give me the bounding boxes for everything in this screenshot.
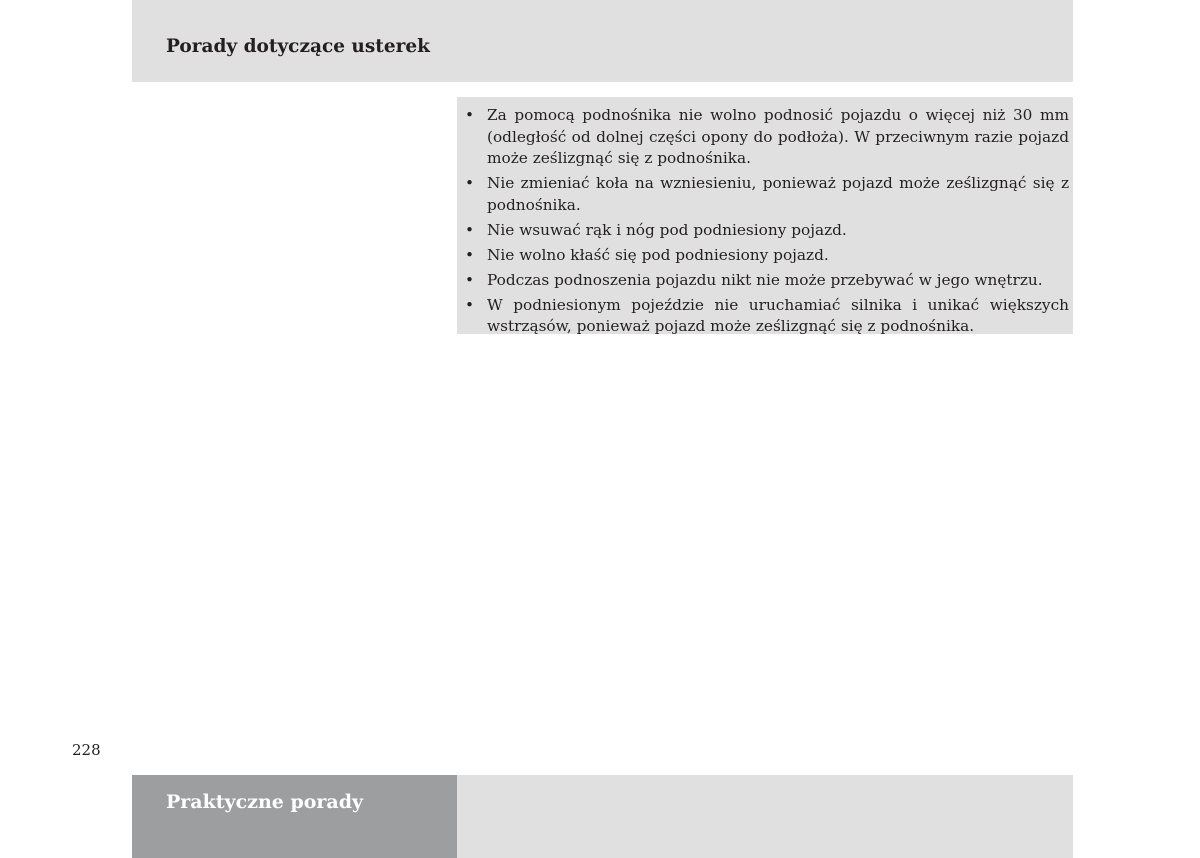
bullet-icon: • bbox=[465, 106, 475, 124]
list-item bbox=[465, 270, 1069, 292]
warning-list bbox=[465, 105, 1069, 338]
footer-section-title: Praktyczne porady bbox=[166, 791, 364, 813]
page-number: 228 bbox=[72, 741, 101, 759]
warning-box bbox=[457, 97, 1073, 334]
list-item bbox=[465, 295, 1069, 338]
warning-text: Nie wolno kłaść się pod podniesiony pojazd. bbox=[487, 245, 829, 264]
warning-text: Podczas podnoszenia pojazdu nikt nie może przebywać w jego wnętrzu. bbox=[487, 270, 1043, 289]
list-item bbox=[465, 220, 1069, 242]
warning-text: W podniesionym pojeździe nie uruchamiać silnika i unikać większych wstrząsów, ponieważ pojazd może ześlizgnąć się z podnośnika. bbox=[487, 295, 1069, 335]
bullet-icon: • bbox=[465, 270, 475, 289]
bullet-icon: • bbox=[465, 220, 475, 239]
list-item bbox=[465, 173, 1069, 216]
page-title: Porady dotyczące usterek bbox=[166, 36, 430, 57]
bullet-icon: • bbox=[465, 295, 475, 314]
warning-text: Nie zmieniać koła na wzniesieniu, ponieważ pojazd może ześlizgnąć się z podnośnika. bbox=[487, 174, 1069, 214]
warning-text: Za pomocą podnośnika nie wolno podnosić pojazdu o więcej niż 30 mm (odległość od dolnej części opony do podłoża). W przeciwnym razie pojazd może ześlizgnąć się z podnośnika. bbox=[487, 106, 1069, 167]
warning-text: Nie wsuwać rąk i nóg pod podniesiony pojazd. bbox=[487, 220, 847, 239]
bullet-icon: • bbox=[465, 245, 475, 264]
bullet-icon: • bbox=[465, 174, 475, 192]
header-band bbox=[132, 0, 1073, 82]
list-item bbox=[465, 105, 1069, 170]
footer-section-tab bbox=[132, 775, 457, 858]
footer-band bbox=[457, 775, 1073, 858]
list-item bbox=[465, 245, 1069, 267]
